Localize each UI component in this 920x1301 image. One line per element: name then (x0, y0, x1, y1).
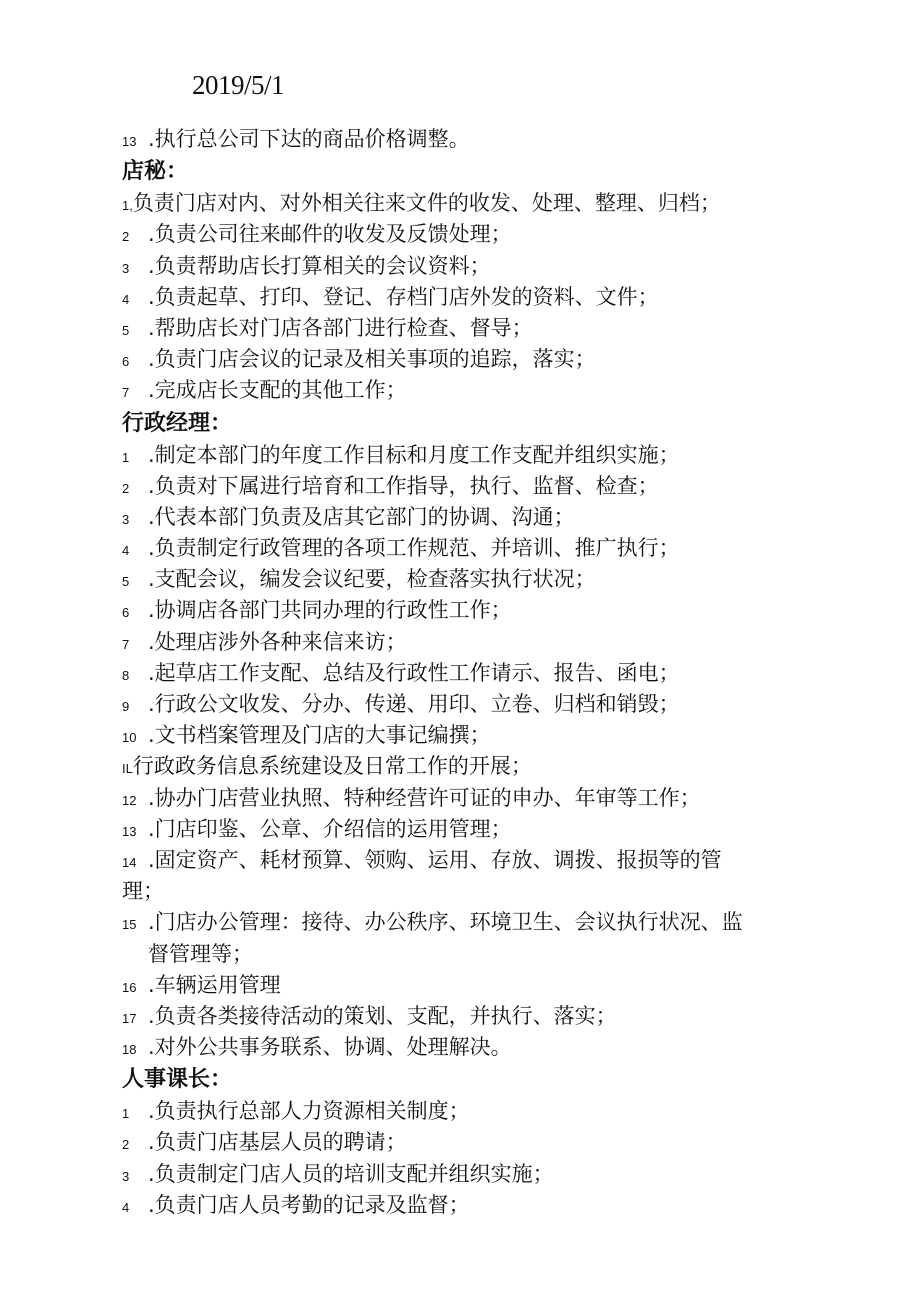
item-number: 4 (122, 291, 130, 307)
item-number: 17 (122, 1010, 137, 1026)
section-heading: 店秘： (122, 159, 189, 185)
list-item (122, 219, 822, 250)
list-item (122, 1159, 822, 1190)
item-number: 1 (122, 449, 130, 465)
item-number: 18 (122, 1042, 137, 1058)
item-text: .负责对下属进行培育和工作指导，执行、监督、检查； (148, 473, 659, 498)
list-item (122, 1127, 822, 1158)
list-item (122, 689, 822, 720)
item-text: .负责执行总部人力资源相关制度； (148, 1099, 470, 1124)
section-heading: 行政经理： (122, 410, 233, 436)
list-item (122, 658, 822, 689)
item-text: .完成店长支配的其他工作； (148, 378, 407, 403)
item-text: 行政政务信息系统建设及日常工作的开展； (132, 754, 532, 779)
item-number: 7 (122, 385, 130, 401)
list-item (122, 845, 822, 876)
list-item (122, 1032, 822, 1063)
item-text: .处理店涉外各种来信来访； (148, 629, 407, 654)
page-date: 2019/5/1 (192, 70, 285, 100)
item-number: 9 (122, 699, 130, 714)
item-text: .固定资产、耗材预算、领购、运用、存放、调拨、报损等的管 (148, 847, 722, 872)
list-item-continuation: 督管理等； (148, 941, 253, 966)
list-item (122, 344, 822, 375)
item-text: .车辆运用管理 (148, 972, 281, 997)
item-number: 3 (122, 511, 130, 527)
item-text: .帮助店长对门店各部门进行检查、督导； (148, 315, 533, 340)
item-number: 8 (122, 667, 130, 683)
list-item (122, 1190, 822, 1221)
item-number: 16 (122, 979, 137, 995)
item-text: .行政公文收发、分办、传递、用印、立卷、归档和销毁； (148, 692, 680, 716)
document-body (122, 124, 822, 1221)
item-text: .对外公共事务联系、协调、处理解决。 (148, 1035, 512, 1060)
item-text: .负责门店基层人员的聘请； (148, 1130, 407, 1155)
item-text: .负责起草、打印、登记、存档门店外发的资料、文件； (148, 284, 659, 309)
item-text: .文书档案管理及门店的大事记编撰； (148, 723, 491, 748)
item-number: 14 (122, 854, 137, 870)
item-number: 6 (122, 605, 130, 621)
item-number: 7 (122, 636, 130, 652)
list-item (122, 1001, 822, 1032)
list-item (122, 970, 822, 1001)
item-text: .支配会议，编发会议纪要，检查落实执行状况； (148, 567, 596, 592)
list-item (122, 533, 822, 564)
item-number: 12 (122, 792, 137, 808)
list-item (122, 564, 822, 595)
item-text: .制定本部门的年度工作目标和月度工作支配并组织实施； (148, 442, 680, 467)
item-number: 3 (122, 260, 130, 276)
section-heading: 人事课长： (122, 1067, 233, 1093)
item-text: .代表本部门负责及店其它部门的协调、沟通； (148, 504, 575, 529)
list-item (122, 502, 822, 533)
item-number: 13 (122, 134, 137, 149)
item-text: .协调店各部门共同办理的行政性工作； (148, 598, 512, 623)
item-number: 2 (122, 480, 130, 496)
item-text: .门店办公管理：接待、办公秩序、环境卫生、会议执行状况、监 (148, 910, 743, 935)
item-text: .负责制定门店人员的培训支配并组织实施； (148, 1161, 554, 1186)
item-number: 2 (122, 229, 130, 245)
item-text: .执行总公司下达的商品价格调整。 (148, 127, 470, 151)
item-text: .负责公司往来邮件的收发及反馈处理； (148, 222, 512, 247)
list-item (122, 720, 822, 751)
item-number: 4 (122, 543, 130, 559)
list-item (122, 627, 822, 658)
list-item (122, 907, 822, 938)
list-item (122, 375, 822, 406)
item-text: .起草店工作支配、总结及行政性工作请示、报告、函电； (148, 660, 680, 685)
item-number: IL (122, 761, 133, 777)
list-item (122, 814, 822, 845)
item-text: .负责帮助店长打算相关的会议资料； (148, 253, 491, 278)
list-item (122, 595, 822, 626)
item-number: 4 (122, 1199, 130, 1215)
intro-list-item (122, 124, 822, 155)
list-item (122, 471, 822, 502)
item-number: 5 (122, 322, 130, 338)
list-item (122, 1096, 822, 1127)
item-text: .负责各类接待活动的策划、支配，并执行、落实； (148, 1003, 617, 1028)
list-item-continuation: 理； (122, 879, 164, 904)
list-item (122, 751, 822, 782)
list-item (122, 251, 822, 282)
list-item (122, 282, 822, 313)
list-item (122, 188, 822, 219)
item-number: 1, (122, 198, 133, 214)
list-item (122, 440, 822, 471)
item-number: 13 (122, 823, 137, 839)
item-number: 15 (122, 917, 137, 933)
item-number: 2 (122, 1137, 130, 1153)
item-text: .负责制定行政管理的各项工作规范、并培训、推广执行； (148, 536, 680, 561)
item-text: .门店印鉴、公章、介绍信的运用管理； (148, 816, 512, 841)
item-text: .负责门店人员考勤的记录及监督； (148, 1192, 470, 1217)
list-item (122, 783, 822, 814)
item-number: 10 (122, 730, 137, 746)
item-text: .负责门店会议的记录及相关事项的追踪，落实； (148, 347, 596, 372)
item-number: 1 (122, 1106, 130, 1122)
list-item (122, 313, 822, 344)
item-number: 3 (122, 1168, 130, 1184)
item-text: 负责门店对内、对外相关往来文件的收发、处理、整理、归档； (132, 191, 721, 216)
item-text: .协办门店营业执照、特种经营许可证的申办、年审等工作； (148, 785, 701, 810)
item-number: 6 (122, 354, 130, 370)
item-number: 5 (122, 574, 130, 590)
